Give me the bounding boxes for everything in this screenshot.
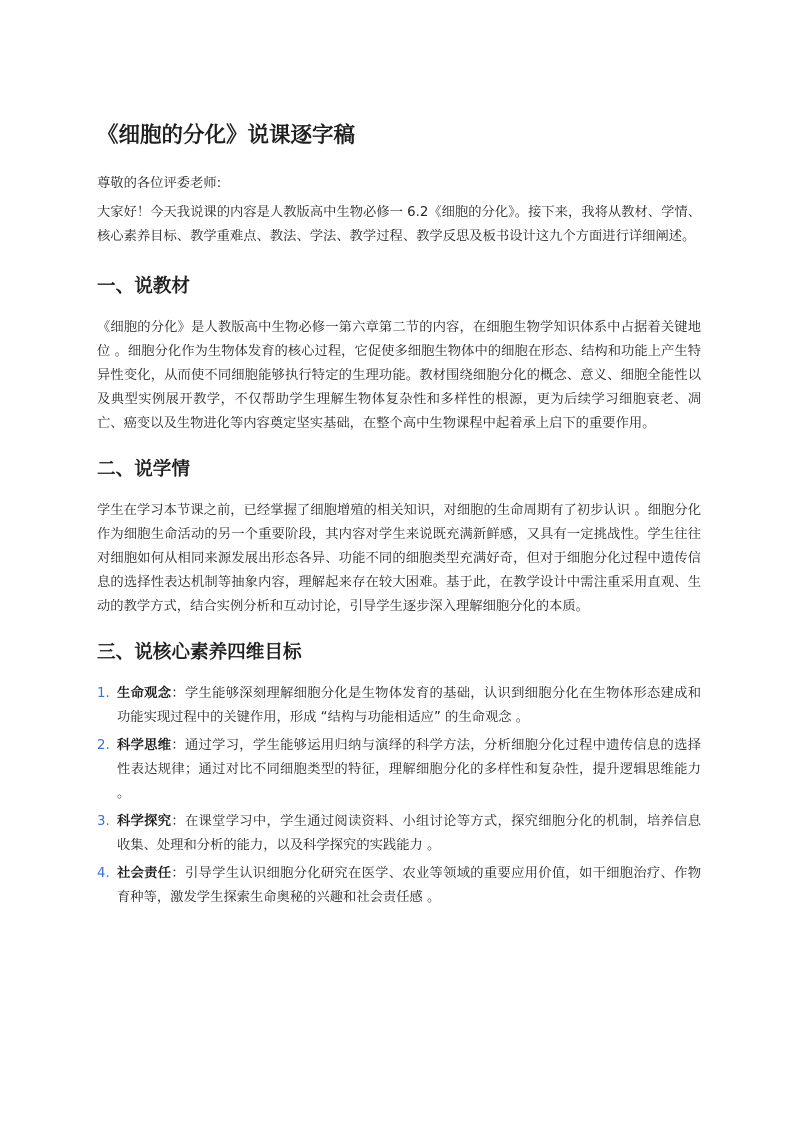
section-heading-textbook: 一、说教材: [97, 276, 190, 297]
section-heading-students: 二、说学情: [97, 459, 190, 480]
goal-text: 在课堂学习中，学生通过阅读资料、小组讨论等方式，探究细胞分化的机制，培养信息收集、处理和分析的能力，以及科学探究的实践能力 。: [117, 814, 702, 853]
list-number: 3.: [97, 814, 110, 829]
goal-text: 引导学生认识细胞分化研究在医学、农业等领域的重要应用价值，如干细胞治疗、作物育种等，激发学生探索生命奥秘的兴趣和社会责任感 。: [117, 866, 702, 905]
list-number: 2.: [97, 738, 110, 753]
goal-term: 科学探究: [117, 814, 172, 829]
goal-separator: ：: [171, 814, 185, 829]
list-number: 4.: [97, 866, 110, 881]
section-goals: [97, 633, 701, 910]
goal-text: 通过学习，学生能够运用归纳与演绎的科学方法，分析细胞分化过程中遗传信息的选择性表达规律；通过对比不同细胞类型的特征，理解细胞分化的多样性和复杂性，提升逻辑思维能力 。: [117, 738, 702, 801]
goal-separator: ：: [171, 866, 185, 881]
section-students: [97, 450, 701, 619]
document-title: 《细胞的分化》说课逐字稿: [97, 123, 356, 148]
goal-term: 科学思维: [117, 738, 172, 753]
goal-term: 生命观念: [117, 686, 172, 701]
list-number: 1.: [97, 686, 110, 701]
goal-text: 学生能够深刻理解细胞分化是生物体发育的基础，认识到细胞分化在生物体形态建成和功能实现过程中的关键作用，形成 “结构与功能相适应” 的生命观念 。: [117, 686, 702, 725]
goals-list: [97, 682, 701, 910]
section-body-students: 学生在学习本节课之前，已经掌握了细胞增殖的相关知识，对细胞的生命周期有了初步认识 。细胞分化作为细胞生命活动的另一个重要阶段，其内容对学生来说既充满新鲜感，又具有一定挑战性。学生往往对细胞如何从相同来源发展出形态各异、功能不同的细胞类型充满好奇，但对于细胞分化过程中遗传信息的选择性表达机制等抽象内容，理解起来存在较大困难。基于此，在教学设计中需注重采用直观、生动的教学方式，结合实例分析和互动讨论，引导学生逐步深入理解细胞分化的本质。: [97, 503, 701, 614]
section-body-textbook: 《细胞的分化》是人教版高中生物必修一第六章第二节的内容，在细胞生物学知识体系中占据着关键地位 。细胞分化作为生物体发育的核心过程，它促使多细胞生物体中的细胞在形态、结构和功能上产生特异性变化，从而使不同细胞能够执行特定的生理功能。教材围绕细胞分化的概念、意义、细胞全能性以及典型实例展开教学，不仅帮助学生理解生物体复杂性和多样性的根源，更为后续学习细胞衰老、凋亡、癌变以及生物进化等内容奠定坚实基础，在整个高中生物课程中起着承上启下的重要作用。: [97, 320, 701, 431]
intro-paragraph: 大家好！今天我说课的内容是人教版高中生物必修一 6.2《细胞的分化》。接下来，我将从教材、学情、核心素养目标、教学重难点、教法、学法、教学过程、教学反思及板书设计这九个方面进行详细阐述。: [97, 205, 701, 244]
goal-item-social-responsibility: [97, 862, 701, 910]
section-heading-goals: 三、说核心素养四维目标: [97, 642, 302, 663]
section-textbook: [97, 267, 701, 436]
salutation: 尊敬的各位评委老师:: [97, 176, 222, 191]
goal-item-scientific-inquiry: [97, 810, 701, 858]
goal-item-scientific-thinking: [97, 734, 701, 806]
goal-separator: ：: [171, 686, 185, 701]
goal-item-life-concept: [97, 682, 701, 730]
goal-term: 社会责任: [117, 866, 172, 881]
goal-separator: ：: [171, 738, 185, 753]
